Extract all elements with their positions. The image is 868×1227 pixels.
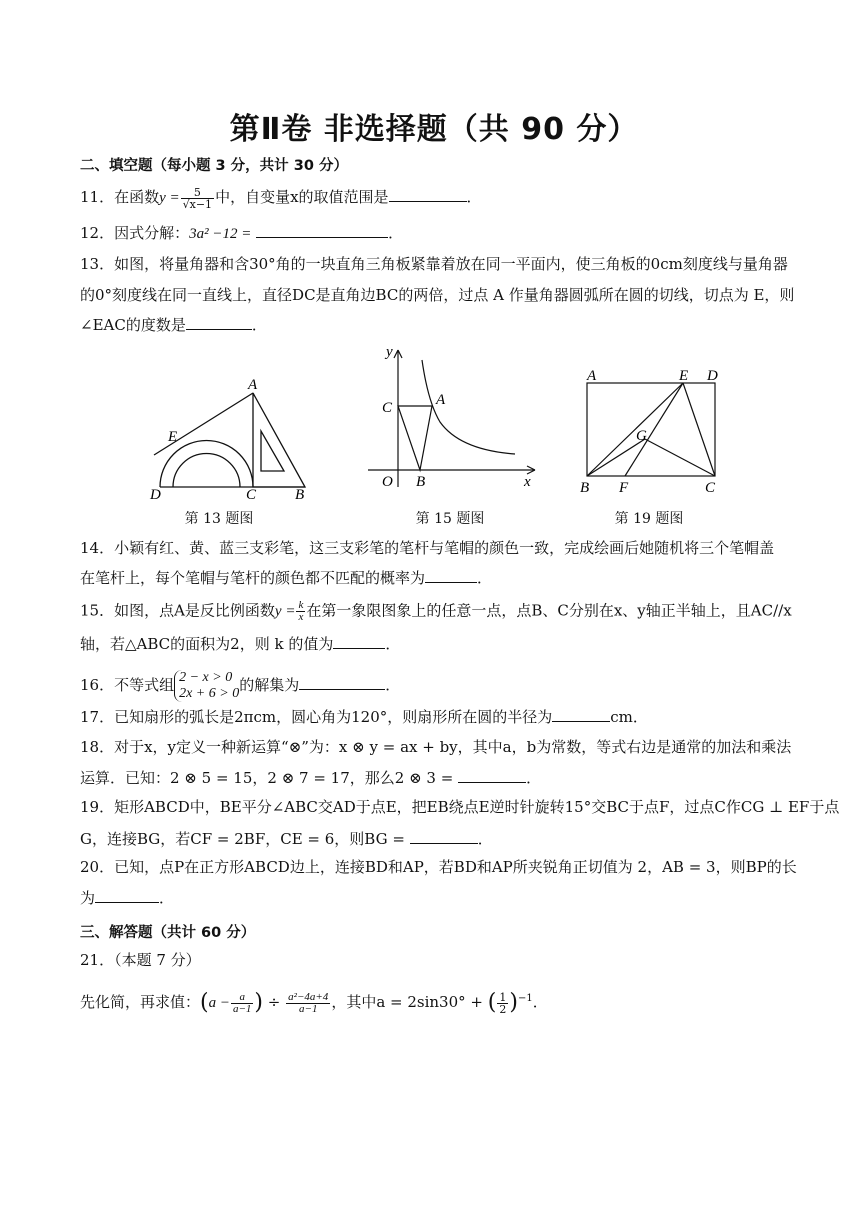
fraction: $\frac{1}{2}$ (499, 990, 507, 1016)
label-x-axis: x (524, 474, 531, 490)
question-13-line-1: 13．如图，将量角器和含30°角的一块直角三角板紧靠着放在同一平面内，使三角板的0cm刻度线与量角器 (80, 255, 788, 273)
answer-blank[interactable] (410, 828, 478, 844)
label-e: E (679, 368, 689, 384)
figure-13 (140, 375, 320, 505)
label-c: C (705, 480, 716, 496)
question-19-line-1: 19．矩形ABCD中，BE平分∠ABC交AD于点E，把EB绕点E逆时针旋转15°交BC于点F，过点C作CG ⊥ EF于点 (80, 798, 840, 816)
question-15-line-2: 轴，若△ABC的面积为2，则 k 的值为 ． (80, 635, 401, 653)
label-b: B (580, 480, 590, 496)
figure-13-caption: 第 13 题图 (184, 511, 254, 527)
figure-19-caption: 第 19 题图 (614, 511, 684, 527)
label-origin: O (382, 474, 393, 490)
question-21-body: 先化简，再求值：(a − $\frac{a}{a-1}$ ) ÷ $\frac{\text{a²−4a+4}}{a-1}$ ，其中a = 2sin30° + ( $\frac{1}{2}$ )$^{-1}$． (80, 990, 548, 1016)
question-14-line-1: 14．小颖有红、黄、蓝三支彩笔，这三支彩笔的笔杆与笔帽的颜色一致，完成绘画后她随机将三个笔帽盖 (80, 539, 775, 557)
label-d: D (707, 368, 718, 384)
answer-blank[interactable] (458, 767, 526, 783)
label-a: A (436, 392, 446, 408)
label-y-axis: y (386, 344, 393, 360)
answer-blank[interactable] (389, 186, 467, 202)
figure-15-caption: 第 15 题图 (415, 511, 485, 527)
question-21-heading: 21．（本题 7 分） (80, 951, 201, 969)
inequality-system: 2 − x > 0 2x + 6 > 0 (174, 670, 239, 702)
question-18-line-1: 18．对于x，y定义一种新运算“⊗”为：x ⊗ y = ax + by，其中a，b为常数，等式右边是通常的加法和乘法 (80, 738, 792, 756)
answer-blank[interactable] (186, 314, 252, 330)
page-title: 第Ⅱ卷 非选择题（共 90 分） (229, 112, 639, 147)
answer-blank[interactable] (552, 706, 610, 722)
fraction: $\frac{k}{x}$ (298, 599, 304, 623)
question-12: 12．因式分解：3a² −12 = ． (80, 224, 404, 242)
figure-15 (360, 342, 540, 492)
label-b: B (295, 487, 305, 503)
label-a: A (248, 377, 258, 393)
question-13-line-3: ∠EAC的度数是 ． (80, 316, 267, 334)
label-c: C (246, 487, 257, 503)
question-13-line-2: 的0°刻度线在同一直线上，直径DC是直角边BC的两倍，过点 A 作量角器圆弧所在圆的切线，切点为 E，则 (80, 286, 795, 304)
answer-blank[interactable] (425, 567, 477, 583)
label-a: A (587, 368, 597, 384)
question-20-line-2: 为 ． (80, 889, 175, 907)
question-14-line-2: 在笔杆上，每个笔帽与笔杆的颜色都不匹配的概率为 ． (80, 569, 493, 587)
label-f: F (619, 480, 629, 496)
answer-blank[interactable] (256, 222, 388, 238)
answer-blank[interactable] (333, 633, 385, 649)
fraction: $\frac{\text{a²−4a+4}}{a-1}$ (288, 990, 329, 1015)
question-18-line-2: 运算．已知：2 ⊗ 5 = 15，2 ⊗ 7 = 17，那么2 ⊗ 3 = ． (80, 769, 542, 787)
answer-blank[interactable] (299, 674, 385, 690)
label-b: B (416, 474, 426, 490)
question-20-line-1: 20．已知，点P在正方形ABCD边上，连接BD和AP，若BD和AP所夹锐角正切值为 2，AB = 3，则BP的长 (80, 858, 797, 876)
answer-blank[interactable] (95, 887, 159, 903)
fraction: $\frac{a}{a-1}$ (232, 990, 252, 1015)
question-11: 11．在函数y = $\frac{5}{√x-1}$ 中，自变量x的取值范围是 ． (80, 185, 482, 211)
section-2-heading: 二、填空题（每小题 3 分，共计 30 分） (80, 158, 348, 174)
label-g: G (636, 428, 647, 444)
question-15-line-1: 15．如图，点A是反比例函数y = $\frac{k}{x}$ 在第一象限图象上的任意一点，点B、C分别在x、y轴正半轴上，且AC//x (80, 599, 792, 623)
question-17: 17．已知扇形的弧长是2πcm，圆心角为120°，则扇形所在圆的半径为 cm． (80, 708, 648, 726)
label-e: E (168, 429, 178, 445)
label-d: D (150, 487, 161, 503)
fraction: $\frac{5}{√x-1}$ (182, 185, 213, 211)
section-3-heading: 三、解答题（共计 60 分） (80, 925, 256, 941)
label-c: C (382, 400, 393, 416)
question-16: 16．不等式组 2 − x > 0 2x + 6 > 0 的解集为 ． (80, 670, 401, 701)
question-19-line-2: G，连接BG，若CF = 2BF，CE = 6，则BG = ． (80, 830, 493, 848)
figure-19 (575, 364, 735, 504)
